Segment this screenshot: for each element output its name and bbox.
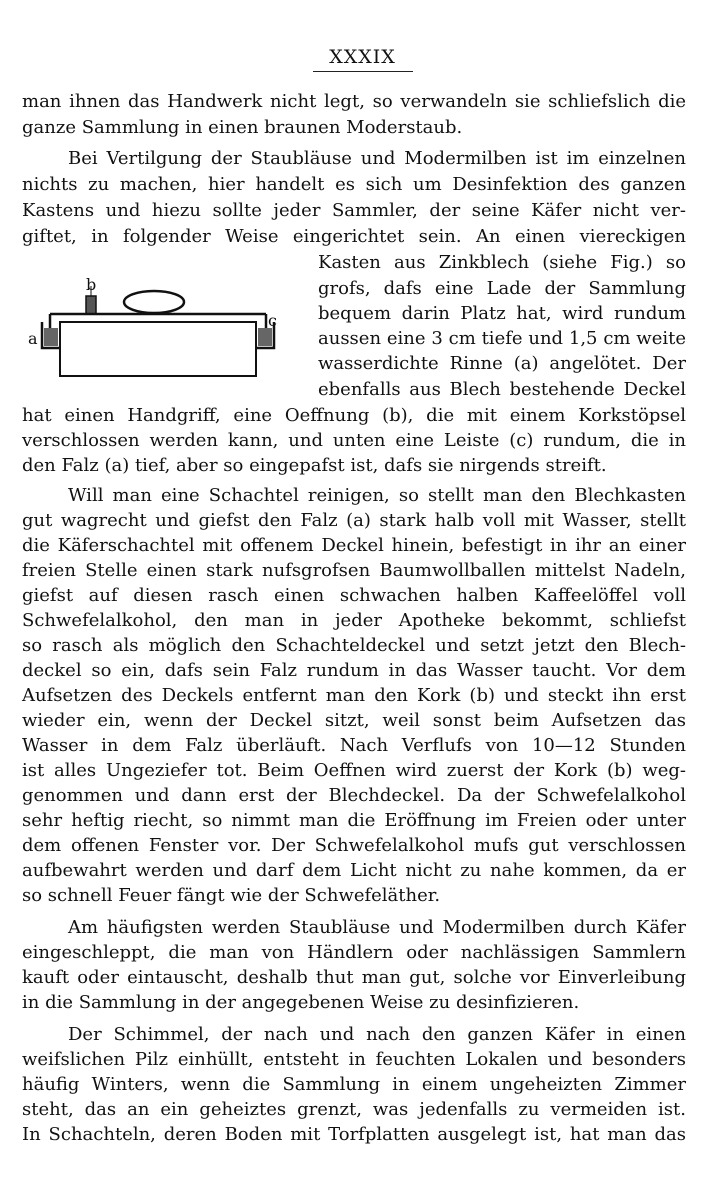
- zinc-box-diagram: [28, 278, 288, 386]
- text-line: grofs, dafs eine Lade der Sammlung: [318, 278, 686, 299]
- text-line: Kastens und hiezu sollte jeder Sammler, der seine Käfer nicht ver-: [22, 200, 686, 221]
- figure-label-c: c: [268, 311, 277, 330]
- text-line: in die Sammlung in der angegebenen Weise zu desinfizieren.: [22, 992, 580, 1013]
- text-line: aufbewahrt werden und darf dem Licht nicht zu nahe kommen, da er: [22, 860, 686, 881]
- text-line: Schwefelalkohol, den man in jeder Apotheke bekommt, schliefst: [22, 610, 686, 631]
- text-line: Aufsetzen des Deckels entfernt man den Kork (b) und steckt ihn erst: [22, 685, 686, 706]
- box-body: [60, 322, 256, 376]
- text-line: Wasser in dem Falz überläuft. Nach Verflufs von 10—12 Stunden: [22, 735, 686, 756]
- text-line: Der Schimmel, der nach und nach den ganzen Käfer in einen: [68, 1024, 686, 1045]
- text-line: nichts zu machen, hier handelt es sich um Desinfektion des ganzen: [22, 174, 686, 195]
- text-line: hat einen Handgriff, eine Oeffnung (b), die mit einem Korkstöpsel: [22, 405, 686, 426]
- text-line: bequem darin Platz hat, wird rundum: [318, 303, 686, 324]
- text-line: aussen eine 3 cm tiefe und 1,5 cm weite: [318, 328, 686, 349]
- text-line: dem offenen Fenster vor. Der Schwefelalkohol mufs gut verschlossen: [22, 835, 686, 856]
- text-line: In Schachteln, deren Boden mit Torfplatten ausgelegt ist, hat man das: [22, 1124, 686, 1145]
- text-line: sehr heftig riecht, so nimmt man die Eröffnung im Freien oder unter: [22, 810, 686, 831]
- text-line: man ihnen das Handwerk nicht legt, so verwandeln sie schliefslich die: [22, 91, 686, 112]
- text-line: Am häufigsten werden Staubläuse und Modermilben durch Käfer: [68, 917, 686, 938]
- text-line: gut wagrecht und giefst den Falz (a) stark halb voll mit Wasser, stellt: [22, 510, 686, 531]
- gutter-water-right: [258, 328, 272, 346]
- cork-opening: [86, 296, 96, 314]
- gutter-water-left: [44, 328, 58, 346]
- text-line: häufig Winters, wenn die Sammlung in einem ungeheizten Zimmer: [22, 1074, 686, 1095]
- text-line: kauft oder eintauscht, deshalb thut man gut, solche vor Einverleibung: [22, 967, 686, 988]
- text-line: so rasch als möglich den Schachteldeckel und setzt jetzt den Blech-: [22, 635, 686, 656]
- text-line: deckel so ein, dafs sein Falz rundum in das Wasser taucht. Vor dem: [22, 660, 686, 681]
- text-line: giftet, in folgender Weise eingerichtet sein. An einen viereckigen: [22, 226, 686, 247]
- lid-handle: [124, 291, 184, 313]
- text-line: eingeschleppt, die man von Händlern oder nachlässigen Sammlern: [22, 942, 686, 963]
- text-line: den Falz (a) tief, aber so eingepafst ist, dafs sie nirgends streift.: [22, 455, 607, 476]
- text-line: wasserdichte Rinne (a) angelötet. Der: [318, 353, 686, 374]
- text-line: so schnell Feuer fängt wie der Schwefeläther.: [22, 885, 441, 906]
- zinc-box-figure: [28, 278, 288, 386]
- text-line: verschlossen werden kann, und unten eine Leiste (c) rundum, die in: [22, 430, 686, 451]
- text-line: steht, das an ein geheiztes grenzt, was jedenfalls zu vermeiden ist.: [22, 1099, 686, 1120]
- page-number: XXXIX: [0, 46, 725, 72]
- text-line: ist alles Ungeziefer tot. Beim Oeffnen wird zuerst der Kork (b) weg-: [22, 760, 686, 781]
- text-line: ganze Sammlung in einen braunen Moderstaub.: [22, 117, 463, 138]
- page-number-rule: [313, 71, 413, 72]
- figure-label-b: b: [86, 278, 97, 294]
- text-line: giefst auf diesen rasch einen schwachen halben Kaffeelöffel voll: [22, 585, 686, 606]
- text-line: wieder ein, wenn der Deckel sitzt, weil sonst beim Aufsetzen das: [22, 710, 686, 731]
- text-line: genommen und dann erst der Blechdeckel. Da der Schwefelalkohol: [22, 785, 686, 806]
- text-line: Bei Vertilgung der Staubläuse und Modermilben ist im einzelnen: [68, 148, 686, 169]
- text-line: ebenfalls aus Blech bestehende Deckel: [318, 379, 686, 400]
- text-line: Will man eine Schachtel reinigen, so stellt man den Blechkasten: [68, 485, 686, 506]
- text-line: die Käferschachtel mit offenem Deckel hinein, befestigt in ihr an einer: [22, 535, 686, 556]
- text-line: weifslichen Pilz einhüllt, entsteht in feuchten Lokalen und besonders: [22, 1049, 686, 1070]
- text-line: freien Stelle einen stark nufsgrofsen Baumwollballen mittelst Nadeln,: [22, 560, 686, 581]
- figure-label-a: a: [28, 329, 38, 348]
- text-line: Kasten aus Zinkblech (siehe Fig.) so: [318, 252, 686, 273]
